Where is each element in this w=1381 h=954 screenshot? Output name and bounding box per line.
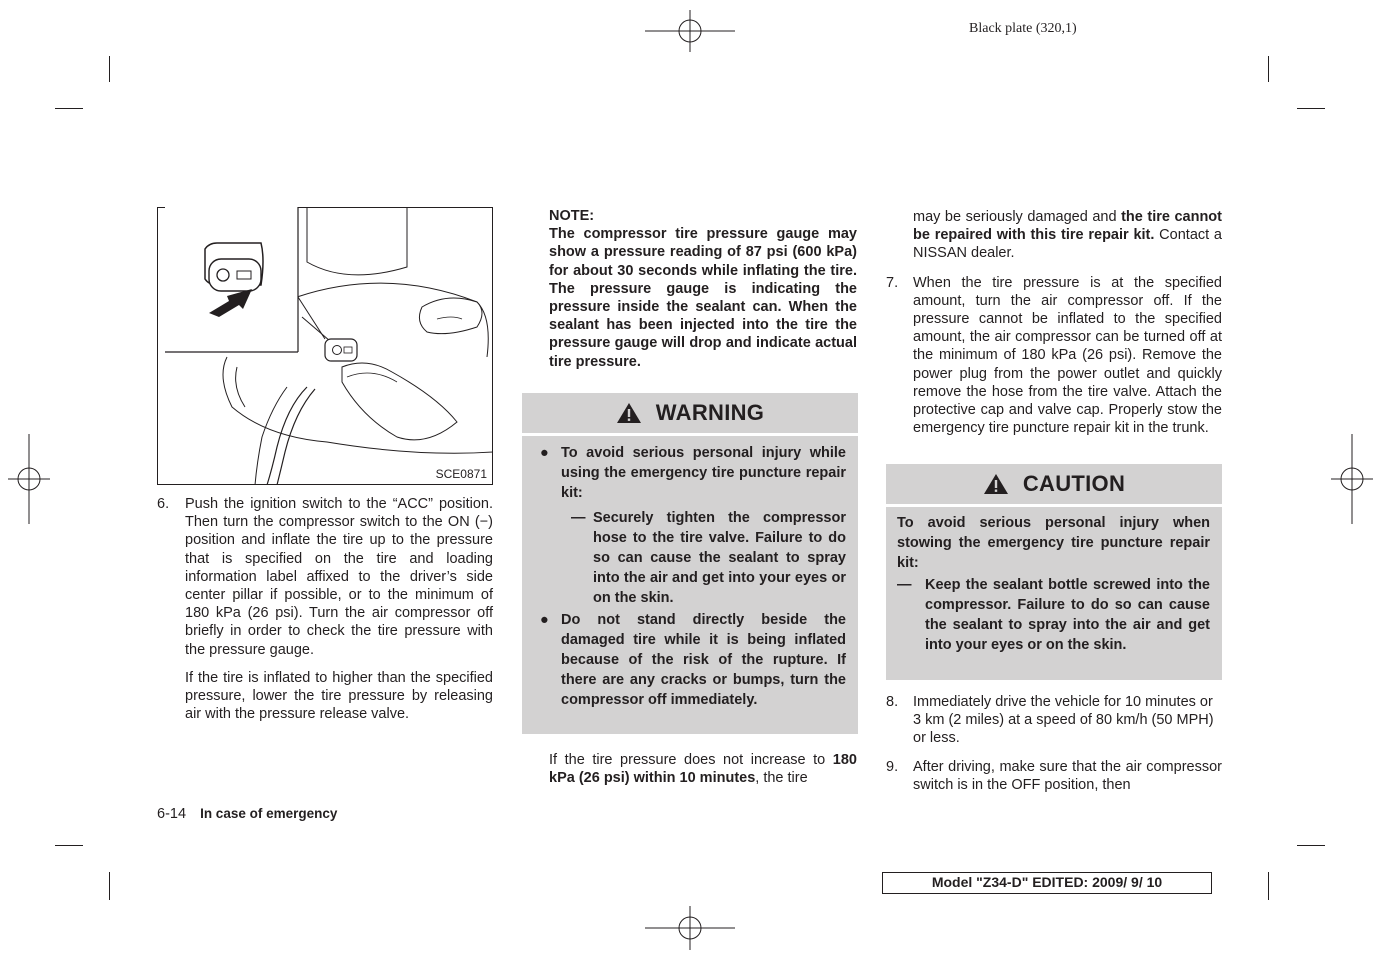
step-6 [157,495,493,723]
compressor-illustration [157,207,493,485]
caution-box [886,507,1222,680]
step-8: 8. Immediately drive the vehicle for 10 minutes or 3 km (2 miles) at a speed of 80 km/h (50 MPH) or less. [886,694,1214,747]
page-number: 6-14 [157,806,187,822]
caution-dash-item: — Keep the sealant bottle screwed into the compressor. Failure to do so can cause the sealant to spray into the air and get into your eyes or on the skin. [897,577,1210,653]
plate-label: Black plate (320,1) [969,21,1077,36]
step-text: Push the ignition switch to the “ACC” position. Then turn the compressor switch to the ON (−) position and inflate the tire up to the pressure that is specified on the tire and loading information label affixed to the driver’s side center pillar if possible, or to the minimum of 180 kPa (26 psi). Turn the air compressor off briefly in order to check the tire pressure with the pressure gauge. [185,496,493,658]
step-9: 9. After driving, make sure that the air compressor switch is in the OFF position, then [886,758,1222,793]
figure-code: SCE0871 [435,467,487,481]
warning-banner [522,393,858,433]
note-heading: NOTE: [549,208,595,224]
caution-banner [886,464,1222,504]
crosshair-top-icon [645,10,735,52]
model-edited-box: Model "Z34-D" EDITED: 2009/ 9/ 10 [882,872,1212,894]
column-2 [549,207,857,371]
warning-bullet: ● Do not stand directly beside the damaged tire while it is being inflated because of the risk of the rupture. If there are any cracks or bumps, turn the compressor off immediately. [540,612,846,708]
crosshair-bottom-icon [645,906,735,950]
warning-dash-item: — Securely tighten the compressor hose to the tire valve. Failure to do so can cause the sealant to spray into the air and get into your eyes or on the skin. [571,510,846,606]
continued-paragraph: may be seriously damaged and the tire cannot be repaired with this tire repair kit. Contact a NISSAN dealer. [913,209,1222,262]
caution-title: CAUTION [1022,471,1126,496]
page-footer [157,806,337,822]
caution-intro: To avoid serious personal injury when stowing the emergency tire puncture repair kit: [897,515,1210,571]
step-number: 6. [157,496,170,512]
section-title: In case of emergency [200,806,338,821]
step-paragraph: If the tire is inflated to higher than the specified pressure, lower the tire pressure by releasing air with the pressure release valve. [185,669,493,723]
column-3 [886,208,1222,437]
warning-bullet: ● To avoid serious personal injury while using the emergency tire puncture repair kit: [540,445,846,501]
figure [157,207,493,485]
pressure-paragraph: If the tire pressure does not increase to 180 kPa (26 psi) within 10 minutes, the tire [549,752,857,787]
column-1 [157,495,493,723]
column-3-bottom [886,693,1222,794]
note-text: The compressor tire pressure gauge may show a pressure reading of 87 psi (600 kPa) for about 30 seconds while inflating the tire. The pressure gauge is indicating the pressure inside the sealant can. When the sealant has been injected into the tire the pressure gauge will drop and indicate actual tire pressure. [549,226,857,370]
warning-box [522,436,858,734]
step-7: 7. When the tire pressure is at the specified amount, turn the air compressor off. If the pressure cannot be inflated to the specified amount, the air compressor can be turned off at the minimum of 180 kPa (26 psi). Remove the power plug from the power outlet and quickly remove the hose from the tire valve. Attach the protective cap and valve cap. Properly stow the emergency tire puncture repair kit in the trunk. [886,274,1222,437]
warning-title: WARNING [655,400,765,425]
warning-triangle-icon [983,472,1009,496]
warning-triangle-icon [616,401,642,425]
crosshair-left-icon [8,434,50,524]
column-2-bottom [549,751,857,787]
crosshair-right-icon [1331,434,1373,524]
